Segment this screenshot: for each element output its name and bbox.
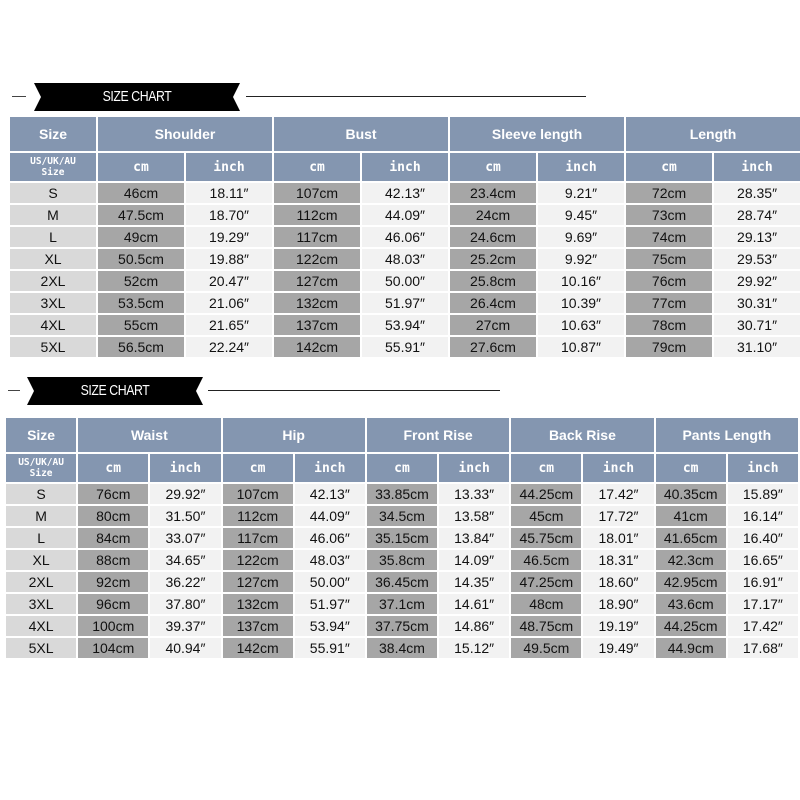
size-cell: 5XL [6,638,76,658]
cm-value-cell: 72cm [626,183,712,203]
inch-value-cell: 53.94″ [362,315,448,335]
size-cell: 5XL [10,337,96,357]
size-cell: XL [10,249,96,269]
inch-value-cell: 10.87″ [538,337,624,357]
inch-value-cell: 51.97″ [362,293,448,313]
inch-value-cell: 13.58″ [439,506,509,526]
inch-value-cell: 18.70″ [186,205,272,225]
unit-label: inch [439,454,509,482]
inch-value-cell: 19.49″ [583,638,653,658]
unit-label: inch [362,153,448,181]
cm-value-cell: 45cm [511,506,581,526]
inch-value-cell: 33.07″ [150,528,220,548]
cm-value-cell: 27cm [450,315,536,335]
inch-value-cell: 44.09″ [295,506,365,526]
cm-value-cell: 117cm [223,528,293,548]
size-cell: 3XL [6,594,76,614]
cm-value-cell: 37.75cm [367,616,437,636]
banner-tag [34,83,240,111]
inch-value-cell: 50.00″ [362,271,448,291]
cm-value-cell: 112cm [223,506,293,526]
table-row [6,484,798,504]
inch-value-cell: 14.86″ [439,616,509,636]
cm-value-cell: 41cm [656,506,726,526]
cm-value-cell: 48.75cm [511,616,581,636]
cm-value-cell: 27.6cm [450,337,536,357]
header-hip: Hip [223,418,365,452]
unit-label: inch [714,153,800,181]
table-row [10,205,800,225]
inch-value-cell: 16.65″ [728,550,798,570]
table-row [6,572,798,592]
size-cell: M [6,506,76,526]
inch-value-cell: 50.00″ [295,572,365,592]
inch-value-cell: 9.45″ [538,205,624,225]
header-sleeve-length: Sleeve length [450,117,624,151]
size-cell: XL [6,550,76,570]
unit-label: cm [450,153,536,181]
cm-value-cell: 142cm [274,337,360,357]
inch-value-cell: 9.92″ [538,249,624,269]
cm-value-cell: 77cm [626,293,712,313]
unit-label: inch [728,454,798,482]
cm-value-cell: 44.25cm [511,484,581,504]
inch-value-cell: 10.63″ [538,315,624,335]
cm-value-cell: 88cm [78,550,148,570]
inch-value-cell: 17.17″ [728,594,798,614]
table-row [6,616,798,636]
cm-value-cell: 117cm [274,227,360,247]
inch-value-cell: 29.53″ [714,249,800,269]
cm-value-cell: 92cm [78,572,148,592]
inch-value-cell: 19.19″ [583,616,653,636]
table-row [10,249,800,269]
inch-value-cell: 22.24″ [186,337,272,357]
cm-value-cell: 104cm [78,638,148,658]
unit-label: inch [150,454,220,482]
table-row [6,638,798,658]
table-row [10,337,800,357]
cm-value-cell: 55cm [98,315,184,335]
cm-value-cell: 46.5cm [511,550,581,570]
inch-value-cell: 18.31″ [583,550,653,570]
size-cell: L [6,528,76,548]
cm-value-cell: 43.6cm [656,594,726,614]
cm-value-cell: 45.75cm [511,528,581,548]
cm-value-cell: 23.4cm [450,183,536,203]
cm-value-cell: 80cm [78,506,148,526]
cm-value-cell: 37.1cm [367,594,437,614]
inch-value-cell: 55.91″ [295,638,365,658]
inch-value-cell: 51.97″ [295,594,365,614]
cm-value-cell: 50.5cm [98,249,184,269]
banner-rule-left [8,390,20,391]
cm-value-cell: 107cm [223,484,293,504]
inch-value-cell: 46.06″ [295,528,365,548]
cm-value-cell: 79cm [626,337,712,357]
cm-value-cell: 52cm [98,271,184,291]
inch-value-cell: 29.92″ [150,484,220,504]
cm-value-cell: 56.5cm [98,337,184,357]
cm-value-cell: 40.35cm [656,484,726,504]
cm-value-cell: 96cm [78,594,148,614]
cm-value-cell: 48cm [511,594,581,614]
inch-value-cell: 21.06″ [186,293,272,313]
cm-value-cell: 46cm [98,183,184,203]
cm-value-cell: 100cm [78,616,148,636]
cm-value-cell: 34.5cm [367,506,437,526]
inch-value-cell: 44.09″ [362,205,448,225]
inch-value-cell: 19.29″ [186,227,272,247]
table-row [6,506,798,526]
inch-value-cell: 40.94″ [150,638,220,658]
inch-value-cell: 13.33″ [439,484,509,504]
inch-value-cell: 10.39″ [538,293,624,313]
cm-value-cell: 26.4cm [450,293,536,313]
table-row [10,315,800,335]
inch-value-cell: 18.11″ [186,183,272,203]
cm-value-cell: 49cm [98,227,184,247]
unit-label: inch [538,153,624,181]
inch-value-cell: 36.22″ [150,572,220,592]
inch-value-cell: 14.09″ [439,550,509,570]
inch-value-cell: 18.90″ [583,594,653,614]
cm-value-cell: 78cm [626,315,712,335]
size-cell: S [6,484,76,504]
top-table-body [10,183,800,357]
cm-value-cell: 122cm [274,249,360,269]
table-row [10,271,800,291]
banner-rule-left [12,96,26,97]
header-back-rise: Back Rise [511,418,653,452]
banner-rule-right [208,390,500,391]
inch-value-cell: 14.61″ [439,594,509,614]
cm-value-cell: 137cm [274,315,360,335]
region-size-label: US/UK/AU Size [6,454,76,482]
size-chart-banner-bottom [0,374,800,408]
cm-value-cell: 127cm [223,572,293,592]
inch-value-cell: 29.13″ [714,227,800,247]
size-cell: 4XL [6,616,76,636]
cm-value-cell: 107cm [274,183,360,203]
header-waist: Waist [78,418,220,452]
header-shoulder: Shoulder [98,117,272,151]
header-size: Size [10,117,96,151]
unit-label: cm [656,454,726,482]
inch-value-cell: 46.06″ [362,227,448,247]
cm-value-cell: 127cm [274,271,360,291]
inch-value-cell: 48.03″ [362,249,448,269]
size-cell: 2XL [6,572,76,592]
cm-value-cell: 38.4cm [367,638,437,658]
inch-value-cell: 28.74″ [714,205,800,225]
unit-label: cm [367,454,437,482]
inch-value-cell: 37.80″ [150,594,220,614]
size-cell: S [10,183,96,203]
cm-value-cell: 76cm [626,271,712,291]
cm-value-cell: 35.15cm [367,528,437,548]
banner-title: SIZE CHART [102,88,172,105]
cm-value-cell: 75cm [626,249,712,269]
cm-value-cell: 42.95cm [656,572,726,592]
cm-value-cell: 137cm [223,616,293,636]
inch-value-cell: 16.40″ [728,528,798,548]
cm-value-cell: 53.5cm [98,293,184,313]
cm-value-cell: 132cm [223,594,293,614]
unit-label: cm [511,454,581,482]
cm-value-cell: 44.25cm [656,616,726,636]
cm-value-cell: 132cm [274,293,360,313]
cm-value-cell: 142cm [223,638,293,658]
cm-value-cell: 25.2cm [450,249,536,269]
cm-value-cell: 41.65cm [656,528,726,548]
size-cell: L [10,227,96,247]
unit-label: cm [98,153,184,181]
cm-value-cell: 73cm [626,205,712,225]
inch-value-cell: 13.84″ [439,528,509,548]
inch-value-cell: 18.60″ [583,572,653,592]
size-chart-banner-top [0,80,800,114]
inch-value-cell: 9.69″ [538,227,624,247]
banner-tag [27,377,203,405]
cm-value-cell: 112cm [274,205,360,225]
inch-value-cell: 15.89″ [728,484,798,504]
header-front-rise: Front Rise [367,418,509,452]
cm-value-cell: 122cm [223,550,293,570]
cm-value-cell: 24cm [450,205,536,225]
inch-value-cell: 10.16″ [538,271,624,291]
banner-rule-right [246,96,586,97]
header-pants-length: Pants Length [656,418,798,452]
cm-value-cell: 47.25cm [511,572,581,592]
cm-value-cell: 35.8cm [367,550,437,570]
inch-value-cell: 17.42″ [728,616,798,636]
unit-label: cm [78,454,148,482]
unit-label: cm [626,153,712,181]
inch-value-cell: 16.14″ [728,506,798,526]
table-row [10,183,800,203]
top-size-table [8,115,800,359]
inch-value-cell: 30.71″ [714,315,800,335]
table-row [10,227,800,247]
inch-value-cell: 14.35″ [439,572,509,592]
table-row [6,550,798,570]
inch-value-cell: 9.21″ [538,183,624,203]
inch-value-cell: 19.88″ [186,249,272,269]
table-row [10,293,800,313]
unit-label: inch [186,153,272,181]
size-cell: 2XL [10,271,96,291]
header-length: Length [626,117,800,151]
inch-value-cell: 30.31″ [714,293,800,313]
cm-value-cell: 76cm [78,484,148,504]
cm-value-cell: 44.9cm [656,638,726,658]
inch-value-cell: 39.37″ [150,616,220,636]
inch-value-cell: 18.01″ [583,528,653,548]
bottom-size-table [4,416,800,660]
region-size-label: US/UK/AU Size [10,153,96,181]
cm-value-cell: 74cm [626,227,712,247]
table-row [6,528,798,548]
inch-value-cell: 31.50″ [150,506,220,526]
unit-label: cm [274,153,360,181]
unit-label: inch [295,454,365,482]
inch-value-cell: 17.72″ [583,506,653,526]
cm-value-cell: 47.5cm [98,205,184,225]
inch-value-cell: 53.94″ [295,616,365,636]
cm-value-cell: 33.85cm [367,484,437,504]
unit-label: inch [583,454,653,482]
cm-value-cell: 24.6cm [450,227,536,247]
inch-value-cell: 15.12″ [439,638,509,658]
inch-value-cell: 42.13″ [295,484,365,504]
cm-value-cell: 42.3cm [656,550,726,570]
unit-label: cm [223,454,293,482]
banner-title: SIZE CHART [80,382,150,399]
cm-value-cell: 84cm [78,528,148,548]
inch-value-cell: 21.65″ [186,315,272,335]
inch-value-cell: 17.42″ [583,484,653,504]
size-cell: 3XL [10,293,96,313]
inch-value-cell: 17.68″ [728,638,798,658]
size-cell: M [10,205,96,225]
header-bust: Bust [274,117,448,151]
inch-value-cell: 34.65″ [150,550,220,570]
cm-value-cell: 49.5cm [511,638,581,658]
header-size: Size [6,418,76,452]
cm-value-cell: 36.45cm [367,572,437,592]
inch-value-cell: 16.91″ [728,572,798,592]
inch-value-cell: 31.10″ [714,337,800,357]
size-cell: 4XL [10,315,96,335]
inch-value-cell: 55.91″ [362,337,448,357]
inch-value-cell: 28.35″ [714,183,800,203]
inch-value-cell: 48.03″ [295,550,365,570]
bottom-table-body [6,484,798,658]
cm-value-cell: 25.8cm [450,271,536,291]
inch-value-cell: 29.92″ [714,271,800,291]
inch-value-cell: 20.47″ [186,271,272,291]
inch-value-cell: 42.13″ [362,183,448,203]
table-row [6,594,798,614]
